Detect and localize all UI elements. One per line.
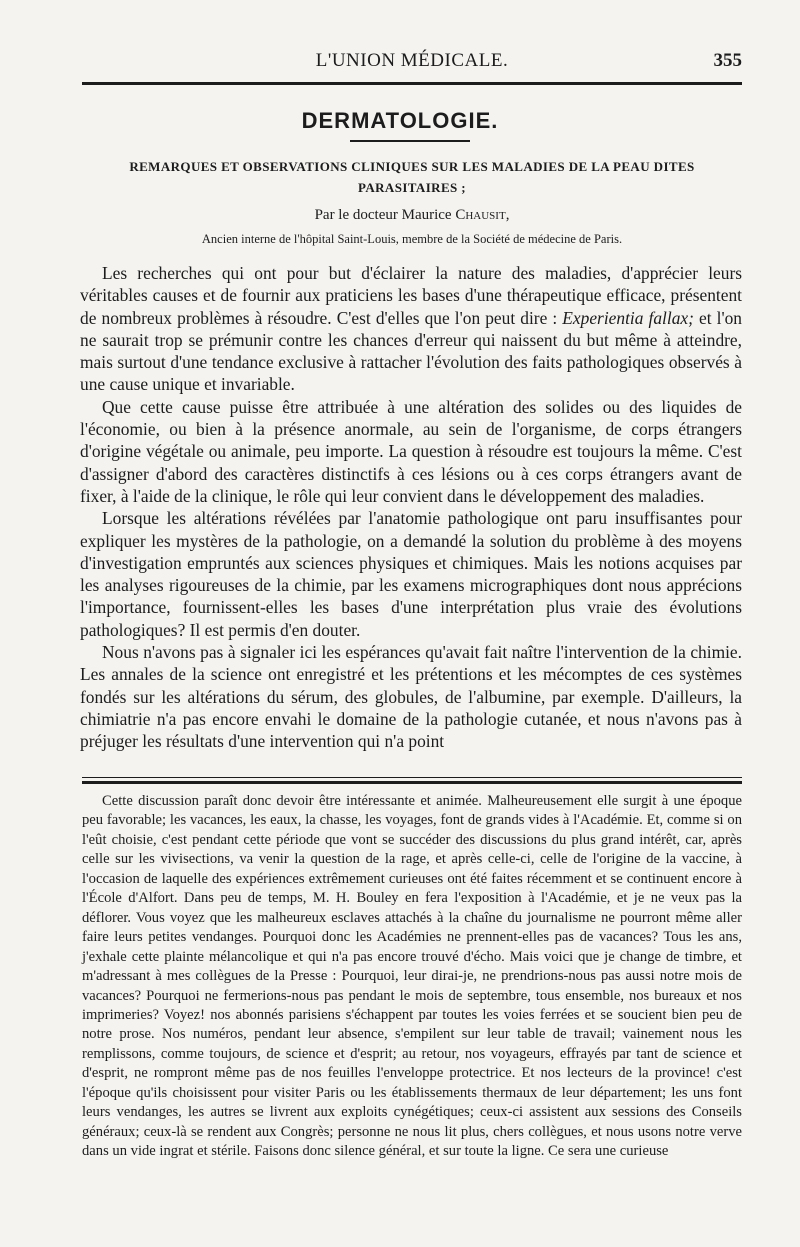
- paragraph-text: Lorsque les altérations révélées par l'anatomie pathologique ont paru insuffisantes pour expliquer les mystères de la pathologie, on a demandé la solution du problème à des moyens d'investigation empruntés aux sciences physiques et chimiques. Mais les notions acquises par les analyses rigoureuses de la chimie, par les examens micrographiques dont nous apprécions l'importance, fournissent-elles les bases d'une interprétation plus vraie des évolutions pathologiques? Il est permis d'en douter.: [80, 508, 742, 640]
- article-body: [80, 262, 742, 753]
- byline-suffix: ,: [505, 207, 510, 223]
- byline-prefix: Par le docteur Maurice: [314, 207, 452, 223]
- paragraph: [80, 396, 742, 507]
- feuilleton-paragraph: Cette discussion paraît donc devoir être intéressante et animée. Malheureusement elle surgit à une époque peu favorable; les vacances, les eaux, la chasse, les voyages, font de grands vides à l'Académie. Et, comme si on l'eût choisie, c'est pendant cette période que vont se succéder des discussions du plus grand intérêt, car, après celle sur les vivisections, va venir la question de la rage, et après celle-ci, celle de l'origine de la vaccine, à l'occasion de laquelle des expériences extrêmement curieuses ont été faites récemment et se continuent encore à l'École d'Alfort. Dans peu de temps, M. H. Bouley en fera l'exposition à l'Académie, et je ne veux pas la déflorer. Vous voyez que les malheureux esclaves attachés à la chaîne du journalisme ne pourront même aller faire leurs petites vendanges. Pourquoi donc les Académies ne prennent-elles pas de vacances? Tous les ans, j'exhale cette plainte mélancolique et qui n'a pas encore trouvé d'écho. Mais voici que je change de timbre, et m'adressant à mes collègues de la Presse : Pourquoi, leur dirai-je, ne prendrions-nous pas aussi notre mois de vacances? Pourquoi ne fermerions-nous pas pendant le mois de septembre, tous ensemble, nos bureaux et nos imprimeries? Voyez! nos abonnés parisiens s'échappent par toutes les voies ferrées et se soucient bien peu de notre prose. Nos numéros, pendant leur absence, s'empilent sur leur table de travail; vainement nous les remplissons, comme toujours, de science et d'esprit; au retour, nos voyageurs, effrayés par tant de science et d'esprit, ne rompront même pas de nos feuilles l'enveloppe protectrice. Et nos lecteurs de la province! c'est l'époque qu'ils choisissent pour visiter Paris ou les établissements thermaux de leur département; les uns font leurs vendanges, les autres se livrent aux exploits cynégétiques; ceux-ci assistent aux sessions des Conseils généraux; ceux-là se rendent aux Congrès; personne ne nous lit plus, chers collègues, et nous usons notre verve dans un vide ingrat et stérile. Faisons donc silence général, et sur toute la ligne. Ce sera une curieuse: [82, 793, 742, 1160]
- feuilleton-rule-thin: [82, 777, 742, 778]
- header-rule: [82, 82, 742, 85]
- page-number: 355: [713, 50, 742, 71]
- feuilleton-text: [82, 792, 742, 1162]
- paragraph-text: Nous n'avons pas à signaler ici les espérances qu'avait fait naître l'intervention de la chimie. Les annales de la science ont enregistré et les prétentions et les mécomptes de ces systèmes fondés sur les altérations du sérum, des globules, de l'albumine, par exemple. D'ailleurs, la chimiatrie n'a pas encore envahi le domaine de la pathologie cutanée, et nous n'avons pas à préjuger les résultats d'une intervention qui n'a point: [80, 642, 742, 752]
- paragraph-text: Les recherches qui ont pour but d'éclairer la nature des maladies, d'apprécier leurs véritables causes et de fournir aux praticiens les bases d'une thérapeutique efficace, présentent de nombreux problèmes à résoudre. C'est d'elles que l'on peut dire :: [80, 263, 742, 328]
- paragraph-text: Que cette cause puisse être attribuée à une altération des solides ou des liquides de l'économie, ou bien à la présence anormale, au sein de l'organisme, de corps étrangers d'origine végétale ou animale, peu importe. La question à résoudre est toujours la même. C'est d'assigner d'abord des caractères distinctifs à ces lésions ou à ces corps étrangers avant de fixer, à l'aide de la clinique, le rôle qui leur convient dans le développement des maladies.: [80, 396, 742, 506]
- running-head: [82, 50, 742, 78]
- author-name: Chausit: [455, 207, 506, 223]
- journal-title: L'UNION MÉDICALE.: [315, 50, 509, 71]
- paragraph: [80, 641, 742, 752]
- section-title: DERMATOLOGIE.: [301, 108, 499, 133]
- author-affiliation: Ancien interne de l'hôpital Saint-Louis, membre de la Société de médecine de Paris.: [201, 232, 623, 246]
- byline: [82, 207, 742, 224]
- paragraph-text: et l'on ne saurait trop se prémunir contre les chances d'erreur qui naissent du but même à atteindre, mais surtout d'une tendance exclusive à rattacher l'évolution des faits pathologiques observés à une cause unique et invariable.: [80, 307, 742, 395]
- paragraph: [80, 262, 742, 396]
- feuilleton-rule-thick: [82, 781, 742, 784]
- article-title: REMARQUES ET OBSERVATIONS CLINIQUES SUR LES MALADIES DE LA PEAU DITES PARASITAIRES ;: [129, 159, 695, 195]
- section-rule: [350, 140, 470, 142]
- paragraph: [80, 507, 742, 641]
- latin-quote: Experientia fallax;: [562, 307, 694, 328]
